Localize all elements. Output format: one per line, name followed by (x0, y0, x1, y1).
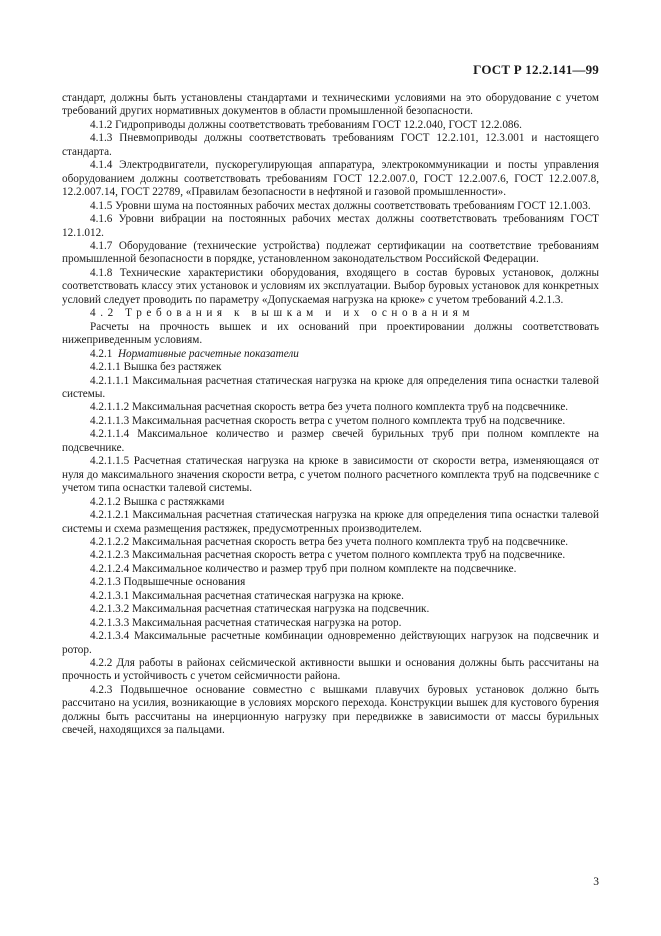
paragraph-4-1-6: 4.1.6 Уровни вибрации на постоянных рабочих местах должны соответствовать требованиям ГОСТ 12.1.012. (62, 213, 599, 239)
paragraph-4-2-1-3-1: 4.2.1.3.1 Максимальная расчетная статическая нагрузка на крюке. (90, 589, 404, 602)
paragraph-4-1-2: 4.1.2 Гидроприводы должны соответствовать требованиям ГОСТ 12.2.040, ГОСТ 12.2.086. (90, 118, 522, 131)
section-number: 4.2.1 (90, 347, 113, 360)
page-number: 3 (593, 876, 599, 888)
section-heading-4-2-1 (62, 348, 599, 361)
paragraph-4-2-1-3-2: 4.2.1.3.2 Максимальная расчетная статическая нагрузка на подсвечник. (90, 603, 430, 616)
paragraph-4-2-1-1-1: 4.2.1.1.1 Максимальная расчетная статическая нагрузка на крюке для определения типа оснастки талевой системы. (62, 374, 599, 400)
paragraph-continuation: стандарт, должны быть установлены стандартами и техническими условиями на это оборудование с учетом требований других нормативных документов в области промышленной безопасности. (62, 92, 599, 118)
paragraph-4-1-8: 4.1.8 Технические характеристики оборудования, входящего в состав буровых установок, должны соответствовать классу этих установок и условиям их эксплуатации. Выбор буровых установок для конкретных условий следует проводить по параметру «Допускаемая нагрузка на крюке» с учетом требований 4.2.1.3. (62, 266, 599, 306)
paragraph-4-2-2: 4.2.2 Для работы в районах сейсмической активности вышки и основания должны быть рассчитаны на прочность и устойчивость с учетом сейсмичности района. (62, 657, 599, 683)
paragraph-4-2-intro: Расчеты на прочность вышек и их оснований при проектировании должны соответствовать нижеприведенным условиям. (62, 320, 599, 347)
paragraph-4-2-1-3-3: 4.2.1.3.3 Максимальная расчетная статическая нагрузка на ротор. (90, 616, 402, 629)
paragraph-4-2-1-2-3: 4.2.1.2.3 Максимальная расчетная скорость ветра с учетом полного комплекта труб на подсвечнике. (90, 549, 566, 562)
paragraph-4-2-1-3: 4.2.1.3 Подвышечные основания (90, 576, 246, 589)
paragraph-4-1-5: 4.1.5 Уровни шума на постоянных рабочих местах должны соответствовать требованиям ГОСТ 12.1.003. (90, 199, 591, 212)
document-body (62, 92, 599, 738)
document-code-header: ГОСТ Р 12.2.141—99 (473, 62, 599, 77)
paragraph-4-2-1-1-2: 4.2.1.1.2 Максимальная расчетная скорость ветра без учета полного комплекта труб на подсвечнике. (90, 401, 569, 414)
paragraph-4-2-1-2-1: 4.2.1.2.1 Максимальная расчетная статическая нагрузка на крюке для определения типа оснастки талевой системы и схема размещения растяжек, предусмотренных производителем. (62, 509, 599, 535)
paragraph-4-2-1-3-4: 4.2.1.3.4 Максимальные расчетные комбинации одновременно действующих нагрузок на подсвечник и ротор. (62, 630, 599, 656)
section-heading-4-2: 4.2 Требования к вышкам и их основаниям (90, 307, 475, 320)
paragraph-4-2-1-2: 4.2.1.2 Вышка с растяжками (90, 495, 225, 508)
paragraph-4-2-3: 4.2.3 Подвышечное основание совместно с вышками плавучих буровых установок должно быть рассчитано на усилия, возникающие в условиях морского перехода. Конструкции вышек для кустового бурения должны быть рассчитаны на инерционную нагрузку при передвижке в зависимости от массы бурильных свечей, находящихся за пальцами. (62, 683, 599, 737)
paragraph-4-2-1-1-3: 4.2.1.1.3 Максимальная расчетная скорость ветра с учетом полного комплекта труб на подсвечнике. (90, 414, 566, 427)
paragraph-4-2-1-1-5: 4.2.1.1.5 Расчетная статическая нагрузка на крюке в зависимости от скорости ветра, изменяющаяся от нуля до максимального значения скорости ветра, с учетом полного расчетного комплекта труб на подсвечнике с учетом типа оснастки талевой системы. (62, 455, 599, 495)
paragraph-4-1-4: 4.1.4 Электродвигатели, пускорегулирующая аппаратура, электрокоммуникации и посты управления оборудованием должны соответствовать требованиям ГОСТ 12.2.007.0, ГОСТ 12.2.007.6, ГОСТ 12.2.007.8, 12.2.007.14, ГОСТ 22789, «Правилам безопасности в нефтяной и газовой промышленности». (62, 159, 599, 199)
paragraph-4-1-3: 4.1.3 Пневмоприводы должны соответствовать требованиям ГОСТ 12.2.101, 12.3.001 и настоящего стандарта. (62, 132, 599, 158)
paragraph-4-2-1-2-2: 4.2.1.2.2 Максимальная расчетная скорость ветра без учета полного комплекта труб на подсвечнике. (90, 535, 569, 548)
paragraph-4-2-1-1-4: 4.2.1.1.4 Максимальное количество и размер свечей бурильных труб при полном комплекте на подсвечнике. (62, 428, 599, 454)
section-title-italic: Нормативные расчетные показатели (117, 347, 299, 360)
paragraph-4-1-7: 4.1.7 Оборудование (технические устройства) подлежат сертификации на соответствие требованиям промышленной безопасности в порядке, установленном законодательством Российской Федерации. (62, 239, 599, 266)
paragraph-4-2-1-1: 4.2.1.1 Вышка без растяжек (90, 361, 222, 374)
paragraph-4-2-1-2-4: 4.2.1.2.4 Максимальное количество и размер труб при полном комплекте на подсвечнике. (90, 562, 517, 575)
